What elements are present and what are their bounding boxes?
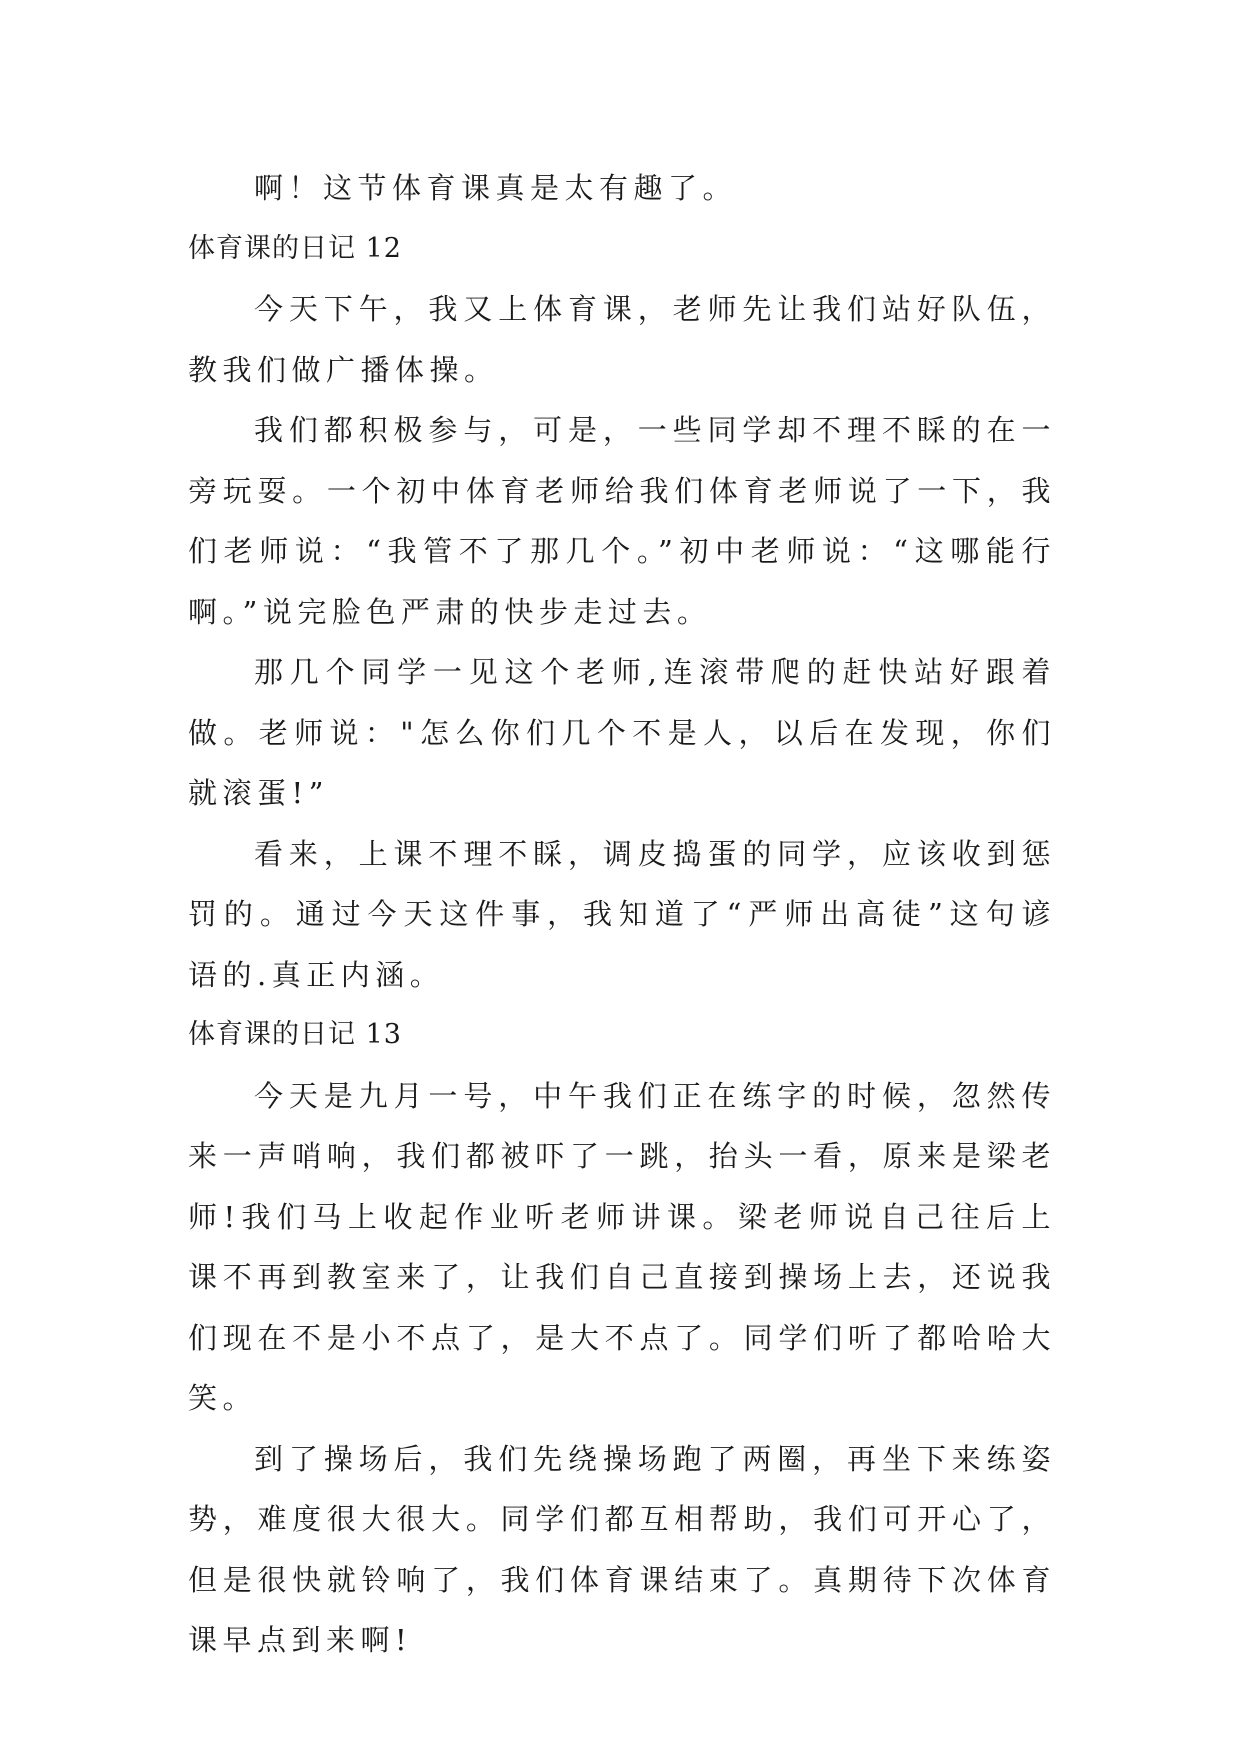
paragraph: 今天是九月一号，中午我们正在练字的时候，忽然传来一声哨响，我们都被吓了一跳，抬头一看，原来是梁老师!我们马上收起作业听老师讲课。梁老师说自己往后上课不再到教室来了，让我们自己直接到操场上去，还说我们现在不是小不点了，是大不点了。同学们听了都哈哈大笑。 [188, 1078, 1056, 1415]
entry-title-12: 体育课的日记 12 [188, 232, 402, 264]
paragraph: 那几个同学一见这个老师,连滚带爬的赶快站好跟着做。老师说："怎么你们几个不是人，以后在发现，你们就滚蛋!” [188, 655, 1056, 810]
paragraph: 到了操场后，我们先绕操场跑了两圈，再坐下来练姿势，难度很大很大。同学们都互相帮助，我们可开心了，但是很快就铃响了，我们体育课结束了。真期待下次体育课早点到来啊! [188, 1441, 1056, 1657]
paragraph: 今天下午，我又上体育课，老师先让我们站好队伍，教我们做广播体操。 [188, 292, 1056, 387]
paragraph-closing-previous-entry: 啊！这节体育课真是太有趣了。 [254, 171, 738, 205]
paragraph: 看来，上课不理不睬，调皮捣蛋的同学，应该收到惩罚的。通过今天这件事，我知道了“严师出高徒”这句谚语的.真正内涵。 [188, 836, 1056, 992]
entry-title-13: 体育课的日记 13 [188, 1019, 402, 1050]
document-page [188, 158, 1056, 1671]
paragraph: 我们都积极参与，可是，一些同学却不理不睬的在一旁玩耍。一个初中体育老师给我们体育老师说了一下，我们老师说：“我管不了那几个。”初中老师说：“这哪能行啊。”说完脸色严肃的快步走过去。 [188, 413, 1056, 629]
